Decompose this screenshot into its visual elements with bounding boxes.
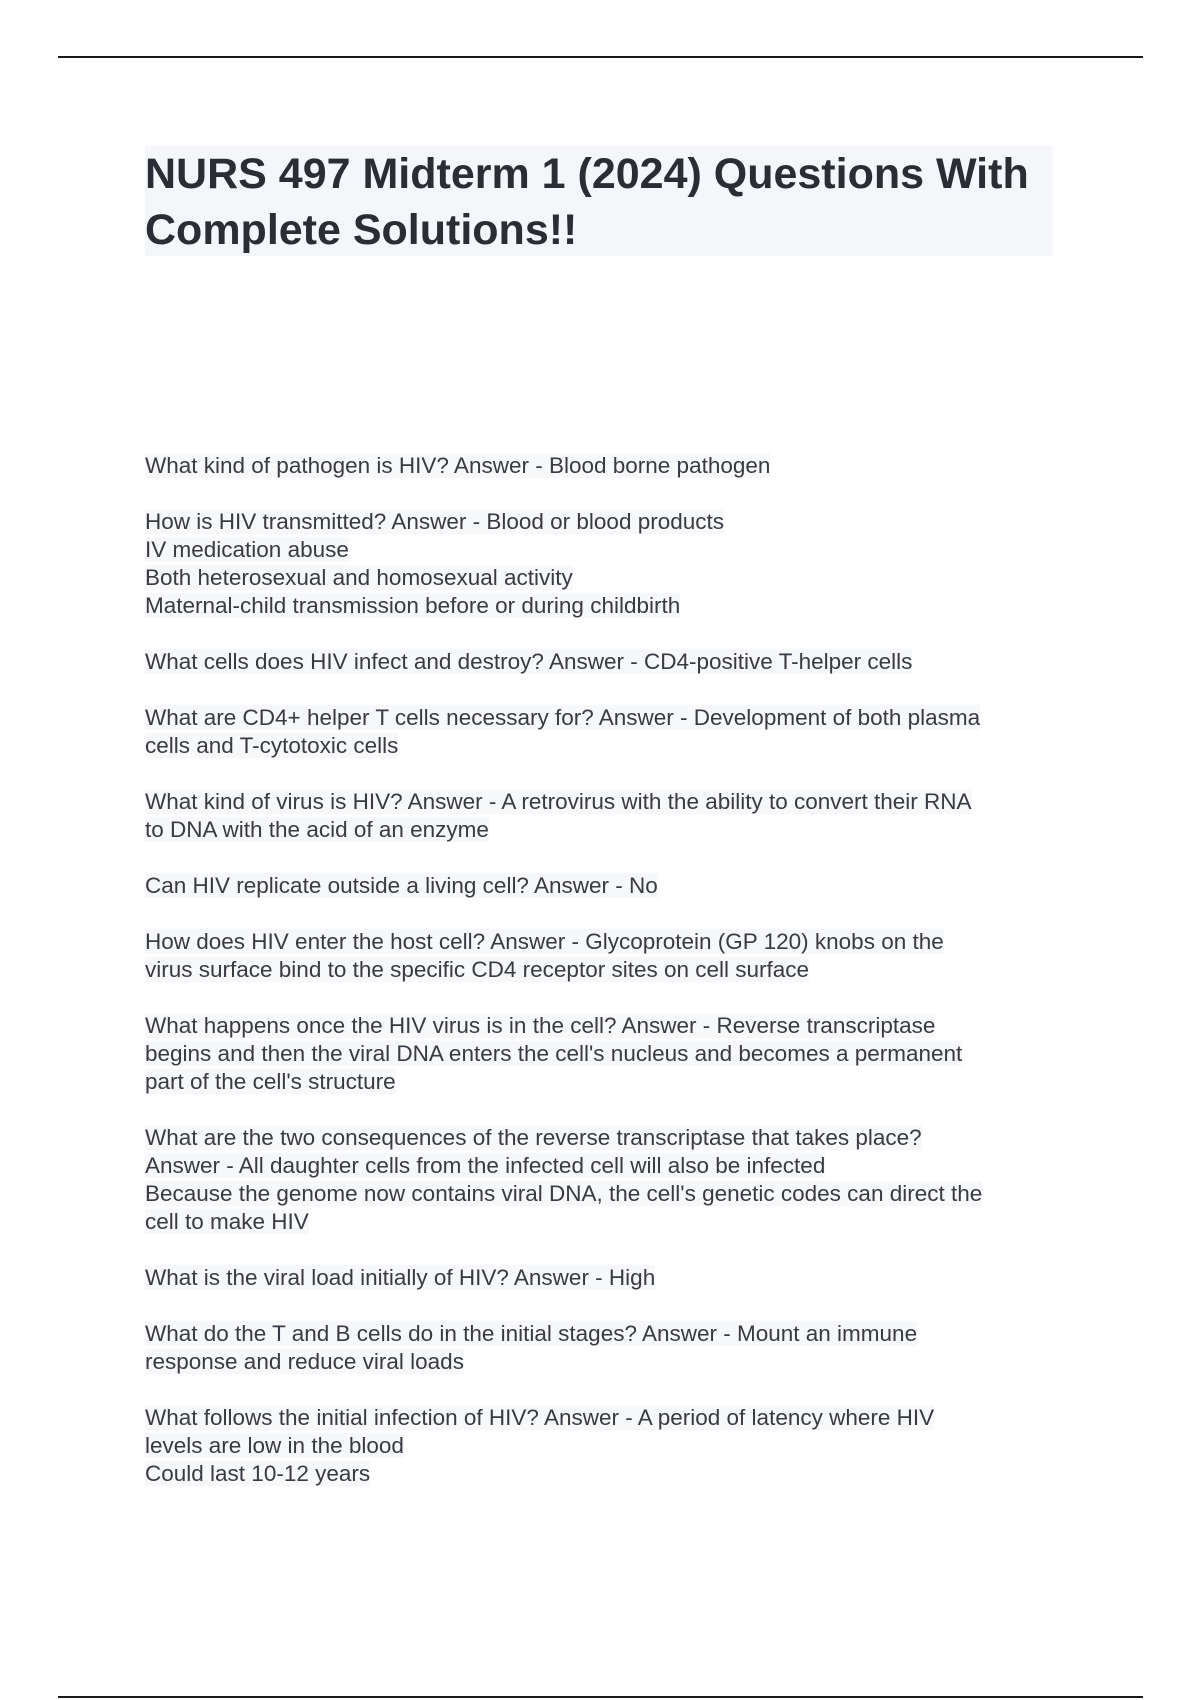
qa-item	[145, 1124, 1060, 1236]
qa-line: cell to make HIV	[145, 1209, 309, 1234]
qa-line: What do the T and B cells do in the initial stages? Answer - Mount an immune	[145, 1321, 918, 1346]
top-rule	[58, 56, 1143, 58]
qa-line: What kind of pathogen is HIV? Answer - Blood borne pathogen	[145, 453, 771, 478]
qa-item	[145, 1404, 1060, 1488]
qa-line: Can HIV replicate outside a living cell? Answer - No	[145, 873, 658, 898]
qa-line: What are CD4+ helper T cells necessary for? Answer - Development of both plasma	[145, 705, 981, 730]
qa-item	[145, 928, 1060, 984]
qa-line: Answer - All daughter cells from the infected cell will also be infected	[145, 1153, 826, 1178]
qa-line: What cells does HIV infect and destroy? Answer - CD4-positive T-helper cells	[145, 649, 913, 674]
qa-list	[145, 452, 1060, 1516]
qa-line: response and reduce viral loads	[145, 1349, 464, 1374]
qa-line: levels are low in the blood	[145, 1433, 404, 1458]
qa-item	[145, 872, 1060, 900]
qa-line: part of the cell's structure	[145, 1069, 396, 1094]
qa-item	[145, 508, 1060, 620]
qa-line: How is HIV transmitted? Answer - Blood or blood products	[145, 509, 725, 534]
qa-item	[145, 1320, 1060, 1376]
qa-line: cells and T-cytotoxic cells	[145, 733, 399, 758]
qa-item	[145, 1264, 1060, 1292]
qa-line: Because the genome now contains viral DNA, the cell's genetic codes can direct the	[145, 1181, 983, 1206]
qa-line: What is the viral load initially of HIV? Answer - High	[145, 1265, 656, 1290]
qa-line: begins and then the viral DNA enters the cell's nucleus and becomes a permanent	[145, 1041, 963, 1066]
qa-line: What kind of virus is HIV? Answer - A retrovirus with the ability to convert their RNA	[145, 789, 972, 814]
qa-item	[145, 704, 1060, 760]
qa-line: to DNA with the acid of an enzyme	[145, 817, 489, 842]
qa-line: What happens once the HIV virus is in the cell? Answer - Reverse transcriptase	[145, 1013, 936, 1038]
qa-line: IV medication abuse	[145, 537, 349, 562]
qa-item	[145, 648, 1060, 676]
qa-line: What are the two consequences of the reverse transcriptase that takes place?	[145, 1125, 922, 1150]
bottom-rule	[58, 1696, 1143, 1698]
qa-line: Both heterosexual and homosexual activity	[145, 565, 573, 590]
qa-line: Could last 10-12 years	[145, 1461, 371, 1486]
qa-line: virus surface bind to the specific CD4 receptor sites on cell surface	[145, 957, 810, 982]
qa-item	[145, 788, 1060, 844]
qa-line: Maternal-child transmission before or during childbirth	[145, 593, 681, 618]
qa-line: What follows the initial infection of HIV? Answer - A period of latency where HIV	[145, 1405, 935, 1430]
qa-line: How does HIV enter the host cell? Answer - Glycoprotein (GP 120) knobs on the	[145, 929, 944, 954]
document-title: NURS 497 Midterm 1 (2024) Questions With Complete Solutions!!	[145, 146, 1053, 256]
qa-item	[145, 1012, 1060, 1096]
qa-item	[145, 452, 1060, 480]
